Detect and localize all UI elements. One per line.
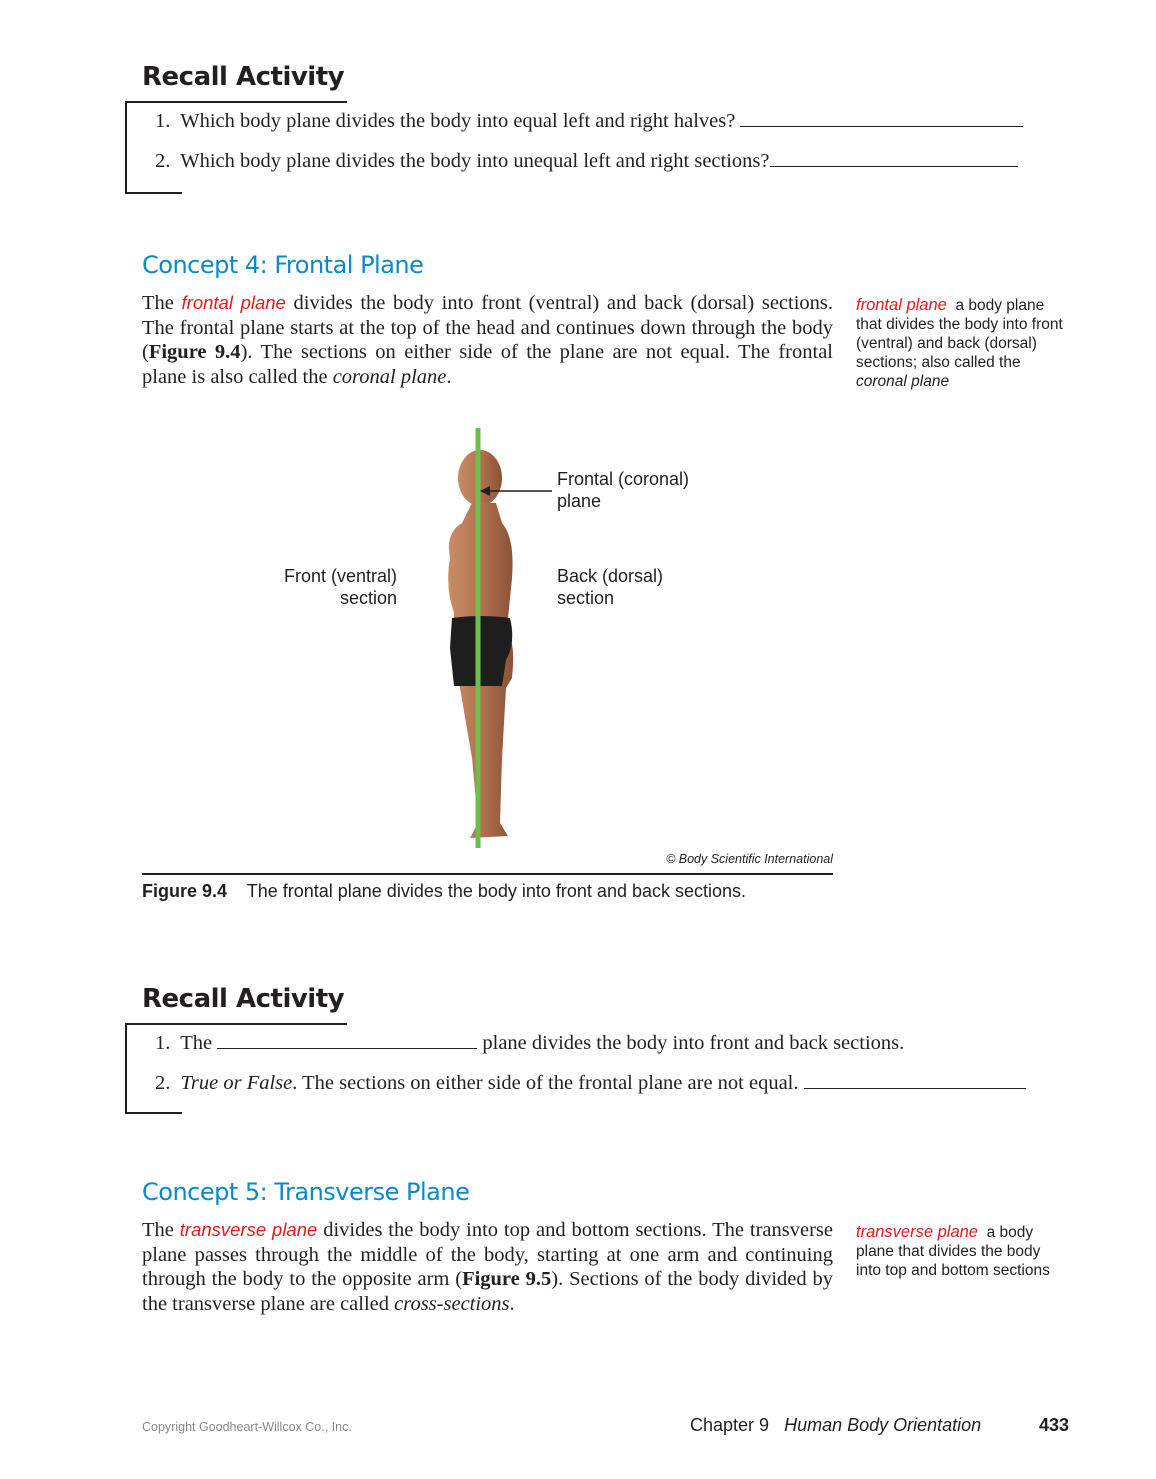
glossary-definition: a body plane that divides the body into top and bottom sections — [856, 1224, 1050, 1279]
question-1 — [155, 1032, 904, 1055]
question-text: True or False — [180, 1072, 293, 1094]
key-term: frontal plane — [181, 292, 286, 313]
label-front-section — [247, 565, 397, 609]
question-text: Which body plane divides the body into equal left and right halves? — [180, 110, 736, 132]
text: cross-sections — [394, 1292, 510, 1315]
glossary-definition: coronal plane — [856, 373, 950, 390]
figure-reference[interactable]: Figure 9.5 — [462, 1268, 552, 1290]
figure-divider — [142, 873, 833, 875]
question-text: plane divides the body into front and back sections. — [482, 1032, 905, 1054]
text: . — [509, 1292, 515, 1315]
text: The — [142, 292, 174, 314]
concept-5-heading: Concept 5: Transverse Plane — [142, 1178, 470, 1206]
glossary-transverse-plane — [856, 1223, 1056, 1280]
question-1 — [155, 110, 1023, 133]
chapter-number: Chapter 9 — [690, 1415, 770, 1435]
label-frontal-plane — [557, 468, 689, 512]
concept-4-paragraph — [142, 291, 833, 389]
recall-activity-box — [125, 101, 1077, 194]
text: divides the body into front (ventral) and back (dorsal) sections. The frontal plane starts at the top of the head and continues down through the body ( — [142, 292, 834, 363]
image-credit: © Body Scientific International — [666, 852, 833, 866]
label-line: Frontal (coronal) — [557, 469, 690, 489]
key-term: transverse plane — [179, 1219, 318, 1240]
recall-activity-heading: Recall Activity — [142, 62, 345, 92]
concept-5-paragraph — [142, 1218, 833, 1316]
label-back-section — [557, 565, 663, 609]
question-text: The — [180, 1032, 213, 1054]
copyright: Copyright Goodheart-Willcox Co., Inc. — [142, 1420, 352, 1434]
glossary-term: frontal plane — [856, 296, 947, 314]
divider — [125, 101, 347, 103]
glossary-term: transverse plane — [856, 1223, 978, 1241]
answer-blank[interactable] — [804, 1087, 1026, 1089]
figure-reference[interactable]: Figure 9.4 — [148, 341, 241, 363]
question-number: 2. — [155, 1072, 171, 1094]
label-line: plane — [557, 491, 602, 511]
divider — [125, 1112, 182, 1114]
glossary-definition: a body plane that divides the body into front (ventral) and back (dorsal) sections; also called the — [856, 297, 1063, 371]
question-2 — [155, 150, 1018, 173]
answer-blank[interactable] — [740, 125, 1023, 127]
divider — [125, 1023, 347, 1025]
recall-activity-heading: Recall Activity — [142, 984, 345, 1014]
question-text: . The sections on either side of the frontal plane are not equal. — [292, 1072, 799, 1094]
divider — [125, 192, 182, 194]
text: . — [446, 365, 452, 388]
text: The — [142, 1219, 174, 1241]
answer-blank[interactable] — [217, 1047, 477, 1049]
text: divides the body into top and bottom sections. The transverse plane passes through the middle of the body, starting at one arm and continuing through the body to the opposite arm ( — [142, 1219, 834, 1290]
question-number: 2. — [155, 150, 171, 172]
page-number: 433 — [1039, 1415, 1070, 1435]
question-2 — [155, 1072, 1026, 1095]
label-line: section — [339, 588, 397, 608]
chapter-title: Human Body Orientation — [784, 1415, 982, 1435]
answer-blank[interactable] — [770, 165, 1018, 167]
human-figure-illustration — [420, 428, 560, 852]
text: ). The sections on either side of the plane are not equal. The frontal plane is also called the — [142, 341, 833, 388]
caption-text: The frontal plane divides the body into front and back sections. — [246, 881, 747, 901]
question-number: 1. — [155, 110, 171, 132]
label-line: Front (ventral) — [283, 566, 397, 586]
question-number: 1. — [155, 1032, 171, 1054]
label-line: section — [557, 588, 615, 608]
question-text: Which body plane divides the body into unequal left and right sections? — [180, 150, 770, 172]
label-line: Back (dorsal) — [557, 566, 664, 586]
concept-4-heading: Concept 4: Frontal Plane — [142, 251, 424, 279]
glossary-frontal-plane — [856, 296, 1071, 391]
text: ). Sections of the body divided by the transverse plane are called — [142, 1268, 834, 1315]
recall-activity-box — [125, 1023, 1077, 1114]
text: coronal plane — [332, 365, 447, 388]
running-footer — [690, 1415, 981, 1436]
figure-caption — [142, 881, 746, 902]
figure-number: Figure 9.4 — [142, 881, 228, 901]
